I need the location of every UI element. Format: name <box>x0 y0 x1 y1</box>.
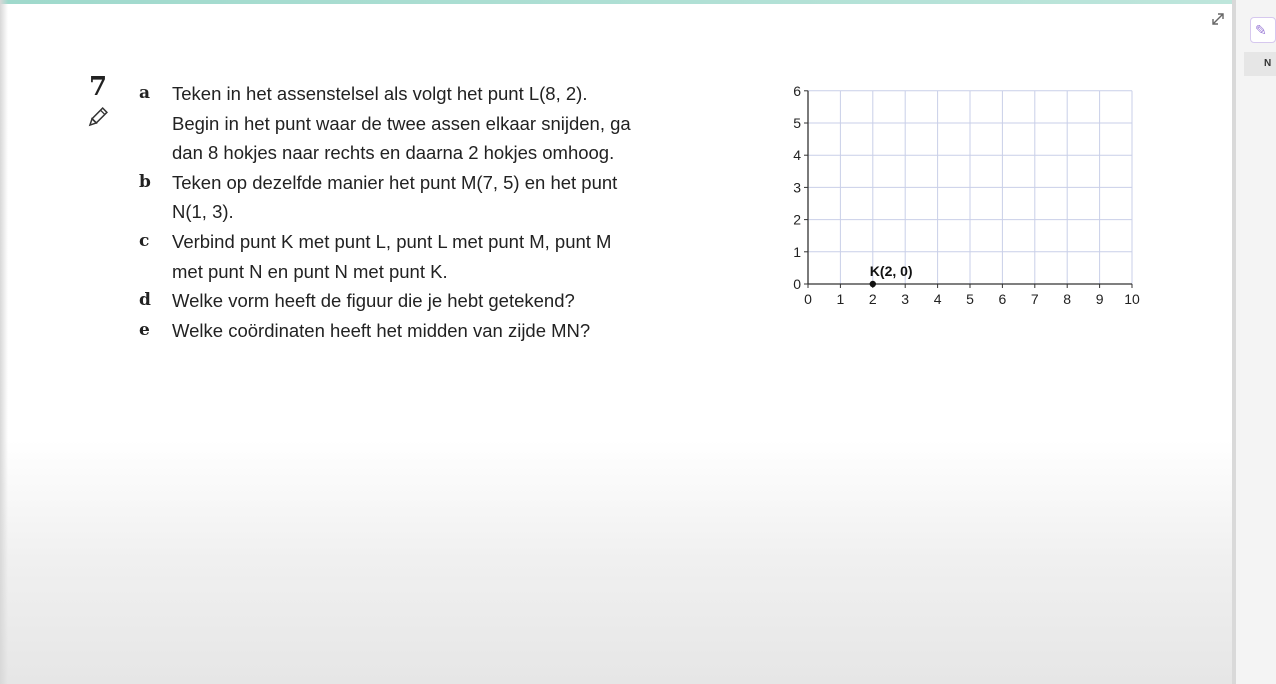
x-tick-label: 3 <box>901 291 910 307</box>
question-letter: d <box>139 290 151 311</box>
y-tick-label: 1 <box>793 243 801 260</box>
coordinate-grid-chart[interactable] <box>780 76 1160 316</box>
x-tick-label: 10 <box>1124 291 1140 307</box>
side-panel-tab-label: N <box>1264 58 1272 69</box>
side-panel <box>1236 0 1276 684</box>
x-tick-label: 7 <box>1030 291 1039 307</box>
x-tick-label: 9 <box>1095 291 1104 307</box>
question-a <box>138 79 738 168</box>
question-e <box>138 316 738 346</box>
question-text: met punt N en punt N met punt K. <box>172 260 448 282</box>
question-text: dan 8 hokjes naar rechts en daarna 2 hokjes omhoog. <box>172 142 615 164</box>
x-tick-label: 5 <box>966 291 974 307</box>
question-text: N(1, 3). <box>172 201 234 223</box>
x-tick-label: 2 <box>868 291 877 307</box>
y-tick-label: 5 <box>793 115 801 131</box>
question-letter: c <box>139 230 150 251</box>
question-b <box>138 168 738 227</box>
edit-icon: ✎ <box>1255 22 1267 38</box>
expand-icon[interactable] <box>1209 10 1227 28</box>
y-tick-label: 4 <box>793 147 801 164</box>
question-letter: e <box>139 319 150 340</box>
x-tick-label: 4 <box>933 291 942 307</box>
x-tick-label: 8 <box>1063 291 1072 307</box>
pencil-icon <box>85 106 109 130</box>
x-tick-label: 6 <box>998 291 1007 307</box>
y-tick-label: 3 <box>793 179 801 196</box>
question-text: Teken in het assenstelsel als volgt het punt L(8, 2). <box>172 83 588 104</box>
question-text: Welke coördinaten heeft het midden van zijde MN? <box>172 319 591 341</box>
question-text: Welke vorm heeft de figuur die je hebt getekend? <box>172 290 575 312</box>
edit-button[interactable] <box>1250 17 1276 43</box>
question-text: Verbind punt K met punt L, punt L met punt M, punt M <box>172 230 612 252</box>
x-tick-label: 0 <box>804 291 812 307</box>
y-tick-label: 6 <box>793 82 801 99</box>
question-letter: a <box>139 83 151 103</box>
top-accent-bar <box>0 0 1276 4</box>
y-tick-label: 0 <box>793 276 801 292</box>
question-letter: b <box>139 171 151 192</box>
data-point <box>870 281 876 287</box>
side-panel-tab[interactable] <box>1244 52 1276 76</box>
left-edge-shadow <box>0 0 8 684</box>
x-tick-label: 1 <box>836 291 845 307</box>
question-c <box>138 227 738 286</box>
y-tick-label: 2 <box>793 211 801 228</box>
data-point-label: K(2, 0) <box>869 263 913 279</box>
question-text: Begin in het punt waar de twee assen elkaar snijden, ga <box>172 112 631 134</box>
question-d <box>138 286 738 316</box>
question-text: Teken op dezelfde manier het punt M(7, 5) en het punt <box>172 171 618 193</box>
exercise-number: 7 <box>89 72 108 102</box>
question-list <box>138 79 738 345</box>
